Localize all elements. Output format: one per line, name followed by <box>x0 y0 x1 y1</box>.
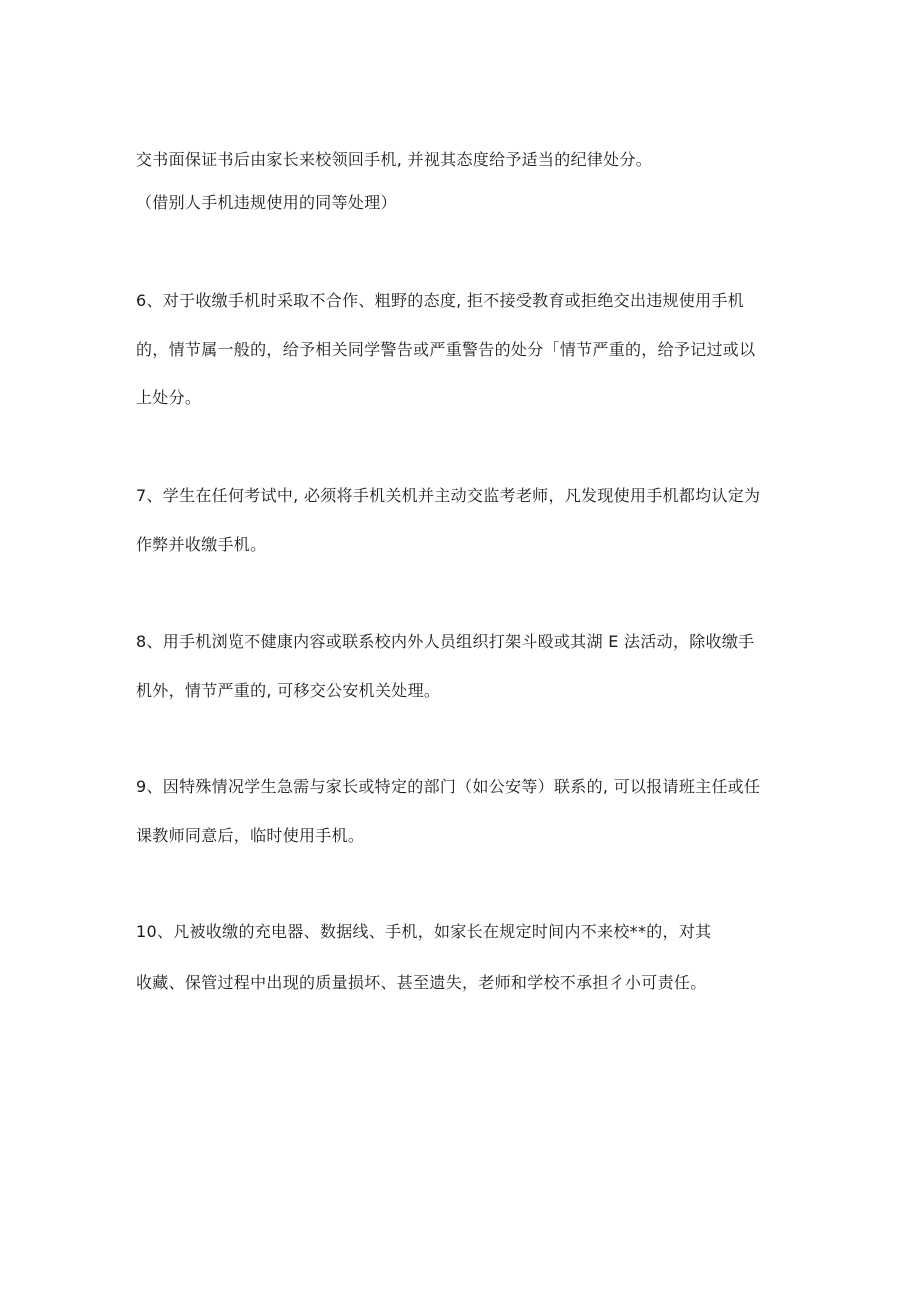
text-line-1: 交书面保证书后由家长来校领回手机, 并视其态度给予适当的纪律处分。 <box>136 150 653 169</box>
item-6-line-3: 上处分。 <box>136 388 202 407</box>
item-10-line-2: 收藏、保管过程中出现的质量损坏、甚至遗失，老师和学校不承担彳小可责任。 <box>136 973 707 992</box>
item-7-line-1: 7、学生在任何考试中, 必须将手机关机并主动交监考老师，凡发现使用手机都均认定为 <box>136 486 761 505</box>
item-8-line-1: 8、用手机浏览不健康内容或联系校内外人员组织打架斗殴或其湖 E 法活动，除收缴手 <box>136 632 755 651</box>
item-10-line-1: 10、凡被收缴的充电器、数据线、手机，如家长在规定时间内不来校**的，对其 <box>136 922 712 941</box>
item-9-line-2: 课教师同意后，临时使用手机。 <box>136 826 365 845</box>
item-6-line-2: 的，情节属一般的，给予相关同学警告或严重警告的处分「情节严重的，给予记过或以 <box>136 340 756 359</box>
item-7-line-2: 作弊并收缴手机。 <box>136 535 267 554</box>
item-6-line-1: 6、对于收缴手机时采取不合作、粗野的态度, 拒不接受教育或拒绝交出违规使用手机 <box>136 291 745 310</box>
text-line-2: （借别人手机违规使用的同等处理） <box>136 193 397 212</box>
item-8-line-2: 机外，情节严重的, 可移交公安机关处理。 <box>136 681 441 700</box>
item-9-line-1: 9、因特殊情况学生急需与家长或特定的部门（如公安等）联系的, 可以报请班主任或任 <box>136 777 761 796</box>
